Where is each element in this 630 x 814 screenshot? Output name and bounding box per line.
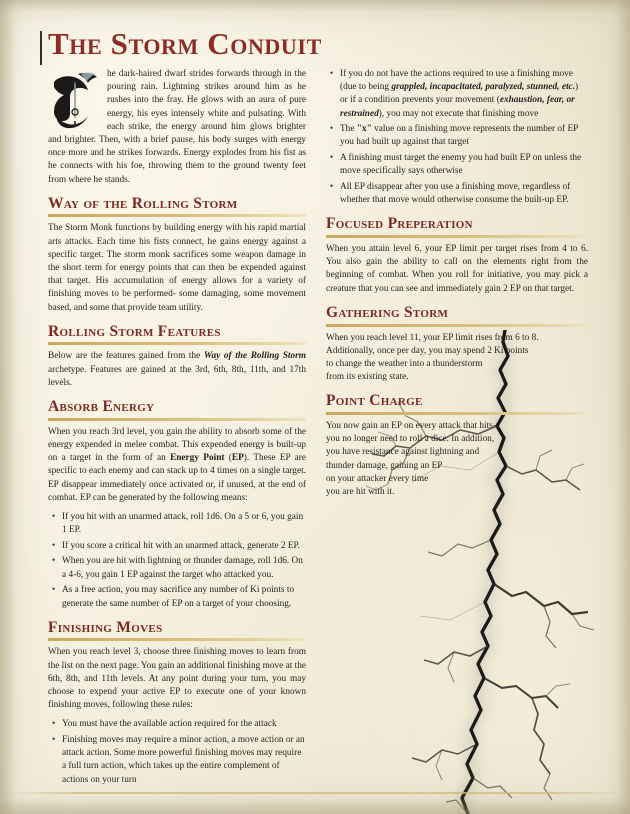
body-line: you have resistance against lightning and xyxy=(326,447,480,458)
body-line: Additionally, once per day, you may spend 2 Ki points xyxy=(326,345,529,356)
body-line: to change the weather into a thunderstorm xyxy=(326,358,483,369)
list-item: • A finishing must target the enemy you had built EP on unless the move specifically says otherwise xyxy=(338,152,588,178)
heading-way-of-the-rolling-storm: Way of the Rolling Storm xyxy=(48,194,238,212)
list-item: • When you are hit with lightning or thunder damage, roll 1d6. On a 4-6, you gain 1 EP against the target who attacked you. xyxy=(60,555,306,581)
body-way-of-the-rolling-storm: The Storm Monk functions by building energy with his rapid martial arts attacks. Each time his fists connect, he gains energy against a specific target. The storm monk sacrifices some weapon damage in the short term for energy points that can then be expended against that target. His accumulation of energy allows for a variety of finishing moves to be performed- some damaging, some movement based, and some that provide team utility. xyxy=(48,223,306,313)
body-line: on your attacker every time xyxy=(326,473,429,484)
heading-rule xyxy=(48,214,306,217)
drop-cap-letter-T xyxy=(48,68,102,130)
page-title-block xyxy=(40,28,322,65)
text-3: ). These EP are specific to each enemy and can stack up to 4 times on a single target. EP disappear immediately once activated or, if unused, at the end of combat. EP can be generated by the following means: xyxy=(48,453,306,503)
list-item: • If you hit with an unarmed attack, roll 1d6. On a 5 or 6, you gain 1 EP. xyxy=(60,511,306,537)
text-pre: Below are the features gained from the xyxy=(48,351,204,362)
heading-gathering-storm: Gathering Storm xyxy=(326,303,449,321)
body-line: You now gain an EP on every attack that hits- xyxy=(326,421,496,432)
term-energy-point: Energy Point xyxy=(170,453,225,464)
text-1: When you reach 3rd level, you gain the ability to absorb some of the energy expended in melee combat. This expended energy is built-up on a target in the form of an xyxy=(48,426,306,464)
section-way-of-the-rolling-storm xyxy=(48,196,306,315)
list-item: • All EP disappear after you use a finishing move, regardless of whether that move would otherwise consume the built-up EP. xyxy=(338,181,588,207)
section-finishing-moves xyxy=(48,620,306,787)
list-item: • Finishing moves may require a minor action, a move action or an attack action. Some more powerful finishing moves may require a full turn action, which takes up the entire complement of actions on your turn xyxy=(60,734,306,787)
body-gathering-storm xyxy=(326,332,588,385)
page-edge-bottom xyxy=(0,798,630,814)
body-line: you no longer need to roll a dice. In addition, xyxy=(326,434,495,445)
list-item xyxy=(338,123,588,149)
heading-rolling-storm-features: Rolling Storm Features xyxy=(48,322,221,340)
section-gathering-storm xyxy=(326,305,588,384)
conditions-list-2: exhaustion, fear, or restrained xyxy=(340,95,575,119)
x-value-token: "x" xyxy=(356,124,372,135)
text-a: The xyxy=(340,124,357,135)
archetype-name: Way of the Rolling Storm xyxy=(203,351,306,362)
body-focused-preperation: When you attain level 6, your EP limit per target rises from 4 to 6. You also gain the ability to call on the elements right from the beginning of combat. When you roll for initiative, you may pick a creature that you can see and immediately gain 2 EP on that target. xyxy=(326,244,588,294)
heading-rule xyxy=(48,418,306,421)
list-finishing-move-rules-right xyxy=(326,68,588,207)
term-ep: EP xyxy=(231,453,244,464)
list-finishing-move-rules-left xyxy=(48,718,306,786)
section-rolling-storm-features xyxy=(48,324,306,390)
heading-focused-preperation: Focused Preperation xyxy=(326,215,473,233)
body-rolling-storm-features xyxy=(48,350,306,390)
heading-absorb-energy: Absorb Energy xyxy=(48,398,155,416)
body-absorb-energy xyxy=(48,426,306,505)
body-line: from its existing state. xyxy=(326,372,409,383)
body-line: When you reach level 11, your EP limit rises from 6 to 8. xyxy=(326,332,539,343)
intro-paragraph: he dark-haired dwarf strides forwards through in the pouring rain. Lightning strikes around him as he rushes into the fray. He glows with an aura of pure energy, his eyes intensely white and pulsating. With each strike, the energy around him glows brighter and brighter. Then, with a brief pause, his body surges with energy once more and he strikes forwards. Energy explodes from his fist as he connects with his foe, throwing them to the ground twenty feet from where he stands. xyxy=(48,69,306,185)
text-b: ) or if a condition prevents your movement ( xyxy=(340,82,579,106)
heading-rule xyxy=(326,412,588,415)
list-item: • If you score a critical hit with an unarmed attack, generate 2 EP. xyxy=(60,540,306,553)
title-accent-bar xyxy=(40,31,42,65)
page-edge-left xyxy=(0,0,16,814)
list-item: • You must have the available action required for the attack xyxy=(60,718,306,731)
list-item xyxy=(338,68,588,121)
text-c: ), you may not execute that finishing move xyxy=(378,108,539,119)
page-title: The Storm Conduit xyxy=(48,26,322,61)
heading-rule xyxy=(326,324,588,327)
text-b: value on a finishing move represents the number of EP you had built up against that target xyxy=(340,124,578,148)
heading-rule xyxy=(326,235,588,238)
text-2: ( xyxy=(224,453,232,464)
section-focused-preperation xyxy=(326,216,588,295)
body-point-charge xyxy=(326,420,588,499)
conditions-list-1: grappled, incapacitated, paralyzed, stunned, etc. xyxy=(391,82,575,93)
text-post: archetype. Features are gained at the 3rd, 6th, 8th, 11th, and 17th levels. xyxy=(48,364,306,388)
heading-rule xyxy=(48,342,306,345)
body-finishing-moves: When you reach level 3, choose three finishing moves to learn from the list on the next page. You gain an additional finishing move at the 6th, 8th, and 11th levels. At any point during your turn, you may choose to expend your active EP to execute one of your known finishing moves, following these rules: xyxy=(48,647,306,711)
list-absorb-energy-generation xyxy=(48,511,306,611)
list-item: • As a free action, you may sacrifice any number of Ki points to generate the same number of EP on a target of your choosing. xyxy=(60,584,306,610)
section-point-charge xyxy=(326,393,588,499)
body-line: thunder damage, gaining an EP xyxy=(326,460,443,471)
page-edge-top xyxy=(0,0,630,12)
page-edge-right xyxy=(616,0,630,814)
heading-rule xyxy=(48,638,306,641)
text-a: If you do not have the actions required to use a finishing move (due to being xyxy=(340,69,573,93)
heading-finishing-moves: Finishing Moves xyxy=(48,618,163,636)
heading-point-charge: Point Charge xyxy=(326,392,423,410)
left-column xyxy=(48,68,306,793)
section-absorb-energy xyxy=(48,399,306,611)
right-column xyxy=(326,68,588,505)
body-line: you are hit with it. xyxy=(326,487,395,498)
